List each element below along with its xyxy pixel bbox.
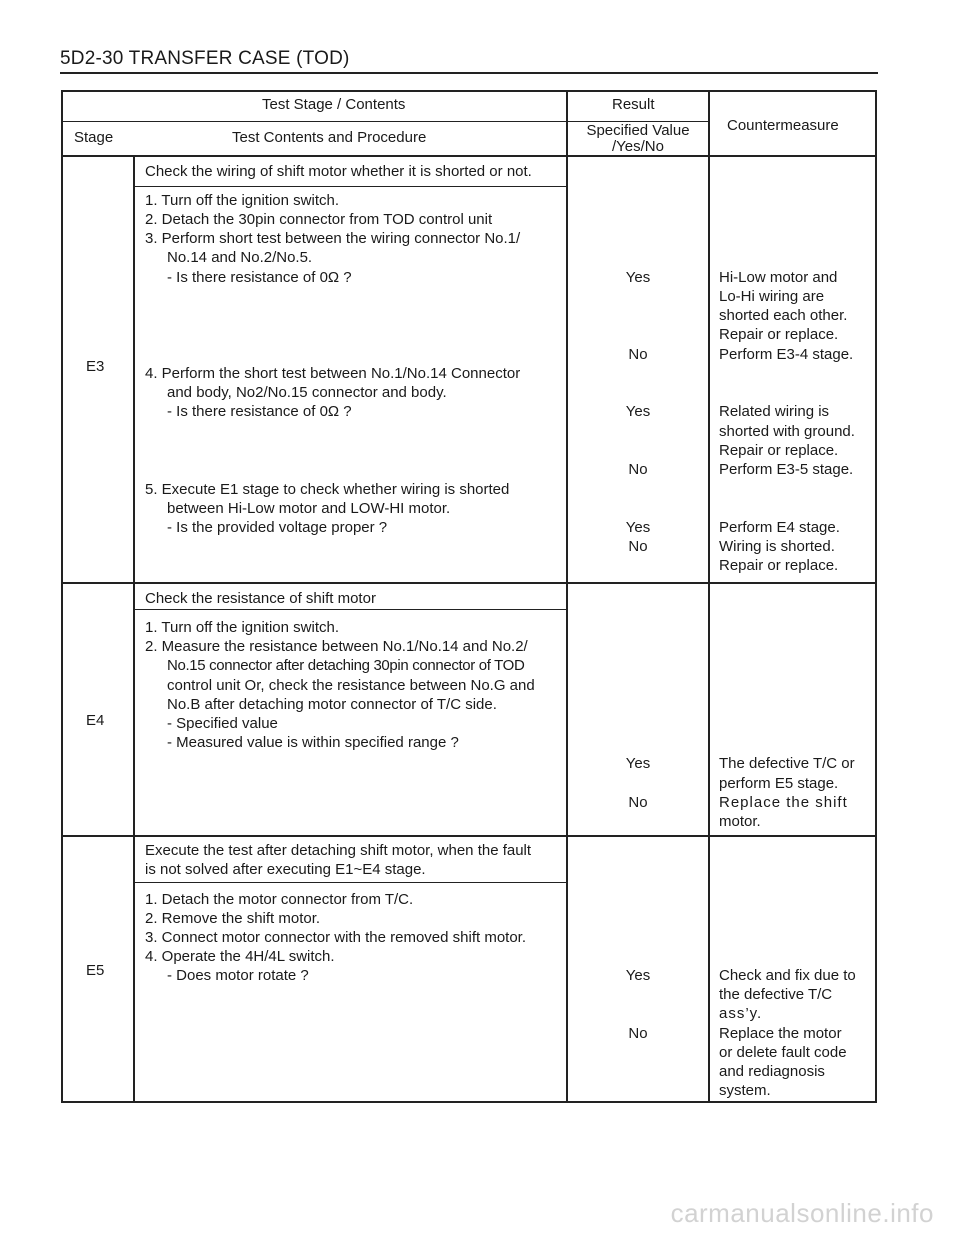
- header-divider-bottom: [63, 155, 875, 157]
- e5-step-1: 1. Detach the motor connector from T/C.: [145, 891, 414, 908]
- stage-label-e4: E4: [86, 712, 105, 729]
- watermark: [0, 1198, 960, 1229]
- e3-step-4-cont: and body, No2/No.15 connector and body.: [167, 384, 447, 401]
- col-divider-result: [708, 92, 710, 1103]
- e3-step-3-question: - Is there resistance of 0Ω ?: [167, 269, 352, 286]
- e3-countermeasure-5: Perform E3-4 stage.: [719, 346, 854, 363]
- stage-label-e3: E3: [86, 358, 105, 375]
- header-stage: Stage: [74, 129, 114, 146]
- e4-contents-divider: [134, 609, 566, 610]
- e3-result-3: Yes: [625, 403, 651, 420]
- e3-step-3: 3. Perform short test between the wiring connector No.1/: [145, 230, 521, 247]
- e3-countermeasure-2: Lo-Hi wiring are: [719, 288, 825, 305]
- e3-result-5: Yes: [625, 519, 651, 536]
- e5-countermeasure-6: and rediagnosis: [719, 1063, 825, 1080]
- e3-step-1: 1. Turn off the ignition switch.: [145, 192, 339, 209]
- e3-e4-divider: [63, 582, 875, 584]
- e3-result-1: Yes: [625, 269, 651, 286]
- e3-result-6: No: [628, 538, 648, 555]
- e3-countermeasure-10: Perform E4 stage.: [719, 519, 840, 536]
- e4-step-2-cont-1: No.15 connector after detaching 30pin connector of TOD: [167, 657, 525, 674]
- watermark-text: carmanualsonline.info: [670, 1198, 934, 1228]
- page-title: 5D2-30 TRANSFER CASE (TOD): [60, 48, 350, 69]
- e4-countermeasure-4: motor.: [719, 813, 761, 830]
- e4-countermeasure-2: perform E5 stage.: [719, 775, 839, 792]
- e4-result-2: No: [628, 794, 648, 811]
- e4-countermeasure-3: Replace the shift: [719, 794, 848, 811]
- e3-step-5-cont: between Hi-Low motor and LOW-HI motor.: [167, 500, 451, 517]
- e4-step-2-cont-3: No.B after detaching motor connector of T/C side.: [167, 696, 497, 713]
- e3-contents-divider: [134, 186, 566, 187]
- header-result: Result: [612, 96, 655, 113]
- e3-step-5: 5. Execute E1 stage to check whether wiring is shorted: [145, 481, 510, 498]
- e4-step-2: 2. Measure the resistance between No.1/No.14 and No.2/: [145, 638, 528, 655]
- header-test-contents-procedure: Test Contents and Procedure: [232, 129, 427, 146]
- e5-step-3: 3. Connect motor connector with the removed shift motor.: [145, 929, 527, 946]
- e5-countermeasure-1: Check and fix due to: [719, 967, 856, 984]
- e4-result-1: Yes: [625, 755, 651, 772]
- e5-question: - Does motor rotate ?: [167, 967, 309, 984]
- e3-countermeasure-1: Hi-Low motor and: [719, 269, 838, 286]
- col-divider-procedure: [566, 92, 568, 1103]
- e3-countermeasure-12: Repair or replace.: [719, 557, 839, 574]
- e3-countermeasure-3: shorted each other.: [719, 307, 848, 324]
- e4-specified-value: - Specified value: [167, 715, 278, 732]
- e5-contents-line-1: Execute the test after detaching shift motor, when the fault: [145, 842, 532, 859]
- e5-countermeasure-7: system.: [719, 1082, 771, 1099]
- e3-contents: Check the wiring of shift motor whether it is shorted or not.: [145, 163, 532, 180]
- e4-e5-divider: [63, 835, 875, 837]
- e3-countermeasure-6: Related wiring is: [719, 403, 830, 420]
- e4-countermeasure-1: The defective T/C or: [719, 755, 855, 772]
- e3-step-4-question: - Is there resistance of 0Ω ?: [167, 403, 352, 420]
- e3-countermeasure-8: Repair or replace.: [719, 442, 839, 459]
- e5-countermeasure-2: the defective T/C: [719, 986, 833, 1003]
- header-specified-value: Specified Value: [586, 122, 690, 139]
- e3-countermeasure-11: Wiring is shorted.: [719, 538, 835, 555]
- e5-contents-divider: [134, 882, 566, 883]
- e3-countermeasure-4: Repair or replace.: [719, 326, 839, 343]
- e3-step-2: 2. Detach the 30pin connector from TOD control unit: [145, 211, 493, 228]
- e5-step-4: 4. Operate the 4H/4L switch.: [145, 948, 335, 965]
- e5-step-2: 2. Remove the shift motor.: [145, 910, 321, 927]
- header-rule: [60, 72, 878, 74]
- header-yes-no: /Yes/No: [612, 138, 664, 155]
- e5-result-1: Yes: [625, 967, 651, 984]
- col-divider-stage: [133, 155, 135, 1103]
- e3-countermeasure-7: shorted with ground.: [719, 423, 855, 440]
- e4-question: - Measured value is within specified range ?: [167, 734, 459, 751]
- e4-contents: Check the resistance of shift motor: [145, 590, 376, 607]
- e3-step-5-question: - Is the provided voltage proper ?: [167, 519, 388, 536]
- e3-step-4: 4. Perform the short test between No.1/No.14 Connector: [145, 365, 521, 382]
- e5-result-2: No: [628, 1025, 648, 1042]
- e5-countermeasure-4: Replace the motor: [719, 1025, 842, 1042]
- e3-result-2: No: [628, 346, 648, 363]
- e5-countermeasure-5: or delete fault code: [719, 1044, 847, 1061]
- e4-step-1: 1. Turn off the ignition switch.: [145, 619, 339, 636]
- header-countermeasure: Countermeasure: [727, 117, 839, 134]
- e3-result-4: No: [628, 461, 648, 478]
- e3-countermeasure-9: Perform E3-5 stage.: [719, 461, 854, 478]
- stage-label-e5: E5: [86, 962, 105, 979]
- header-test-stage-contents: Test Stage / Contents: [262, 96, 406, 113]
- e5-countermeasure-3: ass’y.: [719, 1005, 763, 1022]
- e3-step-3-cont: No.14 and No.2/No.5.: [167, 249, 313, 266]
- e5-contents-line-2: is not solved after executing E1~E4 stage.: [145, 861, 426, 878]
- e4-step-2-cont-2: control unit Or, check the resistance between No.G and: [167, 677, 535, 694]
